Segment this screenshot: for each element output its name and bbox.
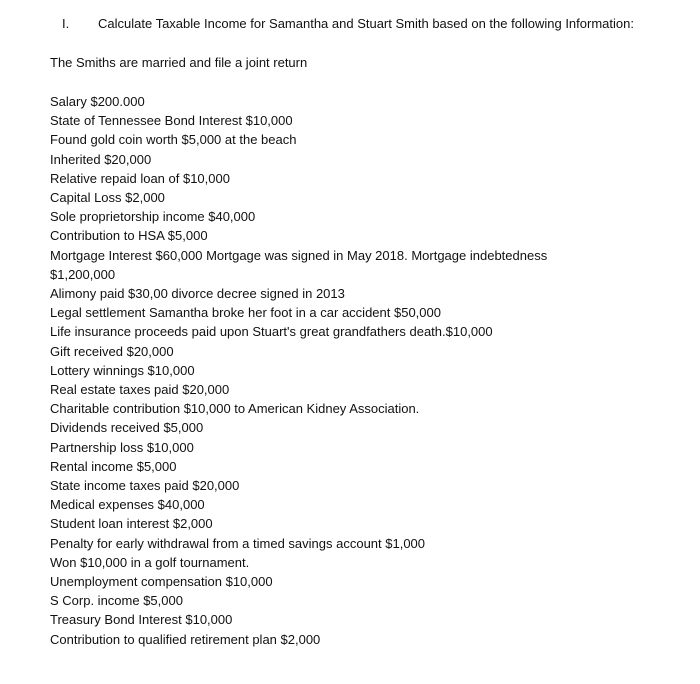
list-item: Relative repaid loan of $10,000 (50, 170, 230, 186)
list-item: Contribution to HSA $5,000 (50, 228, 208, 244)
list-item: Rental income $5,000 (50, 458, 177, 474)
list-item: Found gold coin worth $5,000 at the beach (50, 132, 297, 148)
list-item: Dividends received $5,000 (50, 420, 204, 436)
list-item: Lottery winnings $10,000 (50, 362, 195, 378)
list-item: Salary $200.000 (50, 94, 145, 109)
list-item: Penalty for early withdrawal from a timed savings account $1,000 (50, 535, 426, 551)
list-item: Medical expenses $40,000 (50, 497, 205, 513)
list-item: Inherited $20,000 (50, 151, 152, 167)
list-item: Treasury Bond Interest $10,000 (50, 612, 233, 628)
list-item: Charitable contribution $10,000 to American Kidney Association. (50, 401, 420, 417)
list-item: Student loan interest $2,000 (50, 516, 213, 532)
income-items-list (50, 92, 610, 649)
list-item: Partnership loss $10,000 (50, 439, 194, 455)
list-item: Sole proprietorship income $40,000 (50, 209, 256, 225)
list-item: State income taxes paid $20,000 (50, 478, 240, 494)
list-item: Life insurance proceeds paid upon Stuart's great grandfathers death.$10,000 (50, 324, 493, 340)
list-item: Contribution to qualified retirement plan $2,000 (50, 631, 321, 647)
list-item: Legal settlement Samantha broke her foot in a car accident $50,000 (50, 305, 441, 321)
list-item: Unemployment compensation $10,000 (50, 574, 273, 590)
filing-status-text: The Smiths are married and file a joint return (50, 55, 308, 70)
list-item: Real estate taxes paid $20,000 (50, 382, 230, 398)
list-item: S Corp. income $5,000 (50, 593, 183, 609)
list-item: Won $10,000 in a golf tournament. (50, 554, 250, 570)
list-item: Alimony paid $30,00 divorce decree signed in 2013 (50, 286, 345, 302)
question-text: Calculate Taxable Income for Samantha and Stuart Smith based on the following Information: (98, 16, 634, 31)
list-item: State of Tennessee Bond Interest $10,000 (50, 113, 293, 129)
list-item: Gift received $20,000 (50, 343, 174, 359)
list-item: Mortgage Interest $60,000 Mortgage was signed in May 2018. Mortgage indebtedness $1,200,000 (50, 247, 548, 282)
list-item: Capital Loss $2,000 (50, 190, 165, 206)
question-number: I. (62, 16, 70, 31)
